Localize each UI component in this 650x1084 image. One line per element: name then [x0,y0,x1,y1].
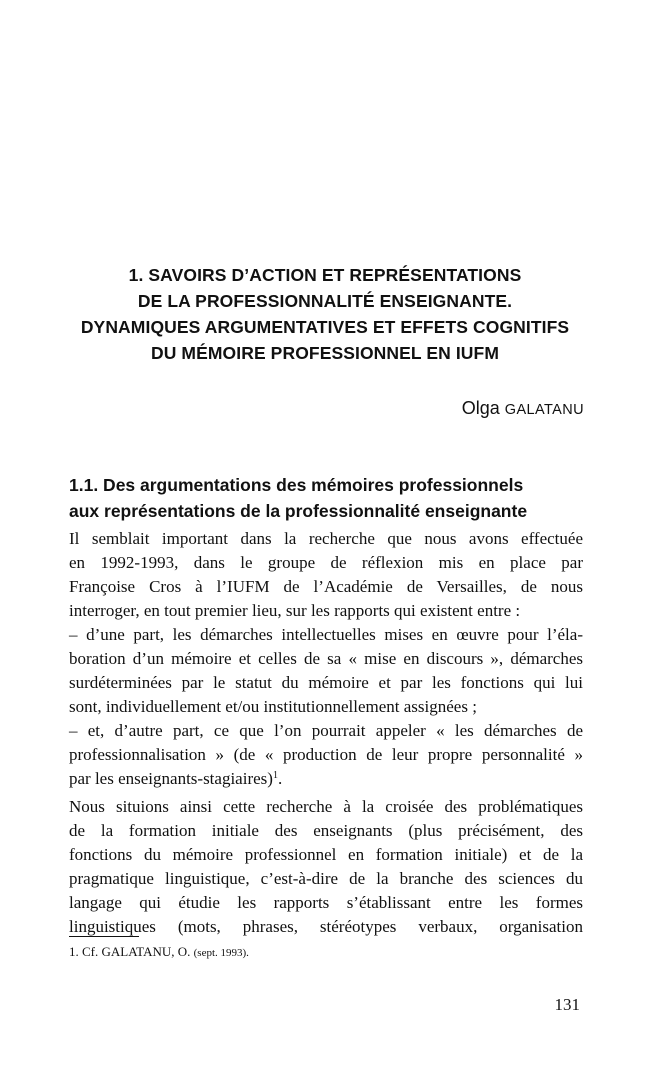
text-line-end: . [277,769,283,788]
section-title-line: aux représentations de la professionnalité enseignante [69,501,528,521]
paragraph-2 [69,795,583,939]
text-line: Il semblait important dans la recherche que nous avons effectuée [69,529,583,548]
text-line: professionnalisation » (de « production de leur propre personnalité » [69,745,583,764]
text-line: interroger, en tout premier lieu, sur les rapports qui existent entre : [69,601,521,620]
text-line: linguistiques (mots, phrases, stéréotypes verbaux, organisation [69,917,583,936]
chapter-title-line: DU MÉMOIRE PROFESSIONNEL EN IUFM [150,343,500,363]
footnote [69,944,249,960]
text-line: en 1992-1993, dans le groupe de réflexion mis en place par [69,553,583,572]
text-line: boration d’un mémoire et celles de sa « mise en discours », démarches [69,649,583,668]
paragraph-1 [69,527,583,791]
page-number: 131 [554,995,580,1014]
text-line: Nous situions ainsi cette recherche à la croisée des problématiques [69,797,583,816]
body-text [69,527,583,939]
author-name [462,398,584,419]
text-line [69,767,583,791]
chapter-title [60,262,590,366]
text-line-content: par les enseignants-stagiaires) [69,769,273,788]
footnote-reference[interactable]: 1 [272,770,278,781]
author-first-name: Olga [461,398,500,418]
text-line: fonctions du mémoire professionnel en formation initiale) et de la [69,845,583,864]
footnote-divider [69,936,139,937]
text-line: pragmatique linguistique, c’est-à-dire de la branche des sciences du [69,869,583,888]
author-last-name: GALATANU [504,402,584,418]
chapter-title-line: DYNAMIQUES ARGUMENTATIVES ET EFFETS COGNITIFS [80,317,570,337]
text-line: sont, individuellement et/ou institutionnellement assignées ; [69,697,477,716]
text-line: – et, d’autre part, ce que l’on pourrait appeler « les démarches de [69,721,583,740]
chapter-title-line: 1. SAVOIRS D’ACTION ET REPRÉSENTATIONS [128,265,522,285]
footnote-number: 1. [69,944,79,959]
text-line: langage qui étudie les rapports s’établissant entre les formes [69,893,583,912]
text-line: surdéterminées par le statut du mémoire et par les fonctions qui lui [69,673,583,692]
text-line: – d’une part, les démarches intellectuelles mises en œuvre pour l’éla- [69,625,583,644]
footnote-text: Cf. GALATANU, O. [82,944,191,959]
chapter-title-line: DE LA PROFESSIONNALITÉ ENSEIGNANTE. [137,291,513,311]
text-line: Françoise Cros à l’IUFM de l’Académie de Versailles, de nous [69,577,583,596]
footnote-date: (sept. 1993). [193,947,249,959]
section-title-line: 1.1. Des argumentations des mémoires professionnels [69,475,524,495]
section-title [69,472,589,524]
text-line: de la formation initiale des enseignants (plus précisément, des [69,821,583,840]
